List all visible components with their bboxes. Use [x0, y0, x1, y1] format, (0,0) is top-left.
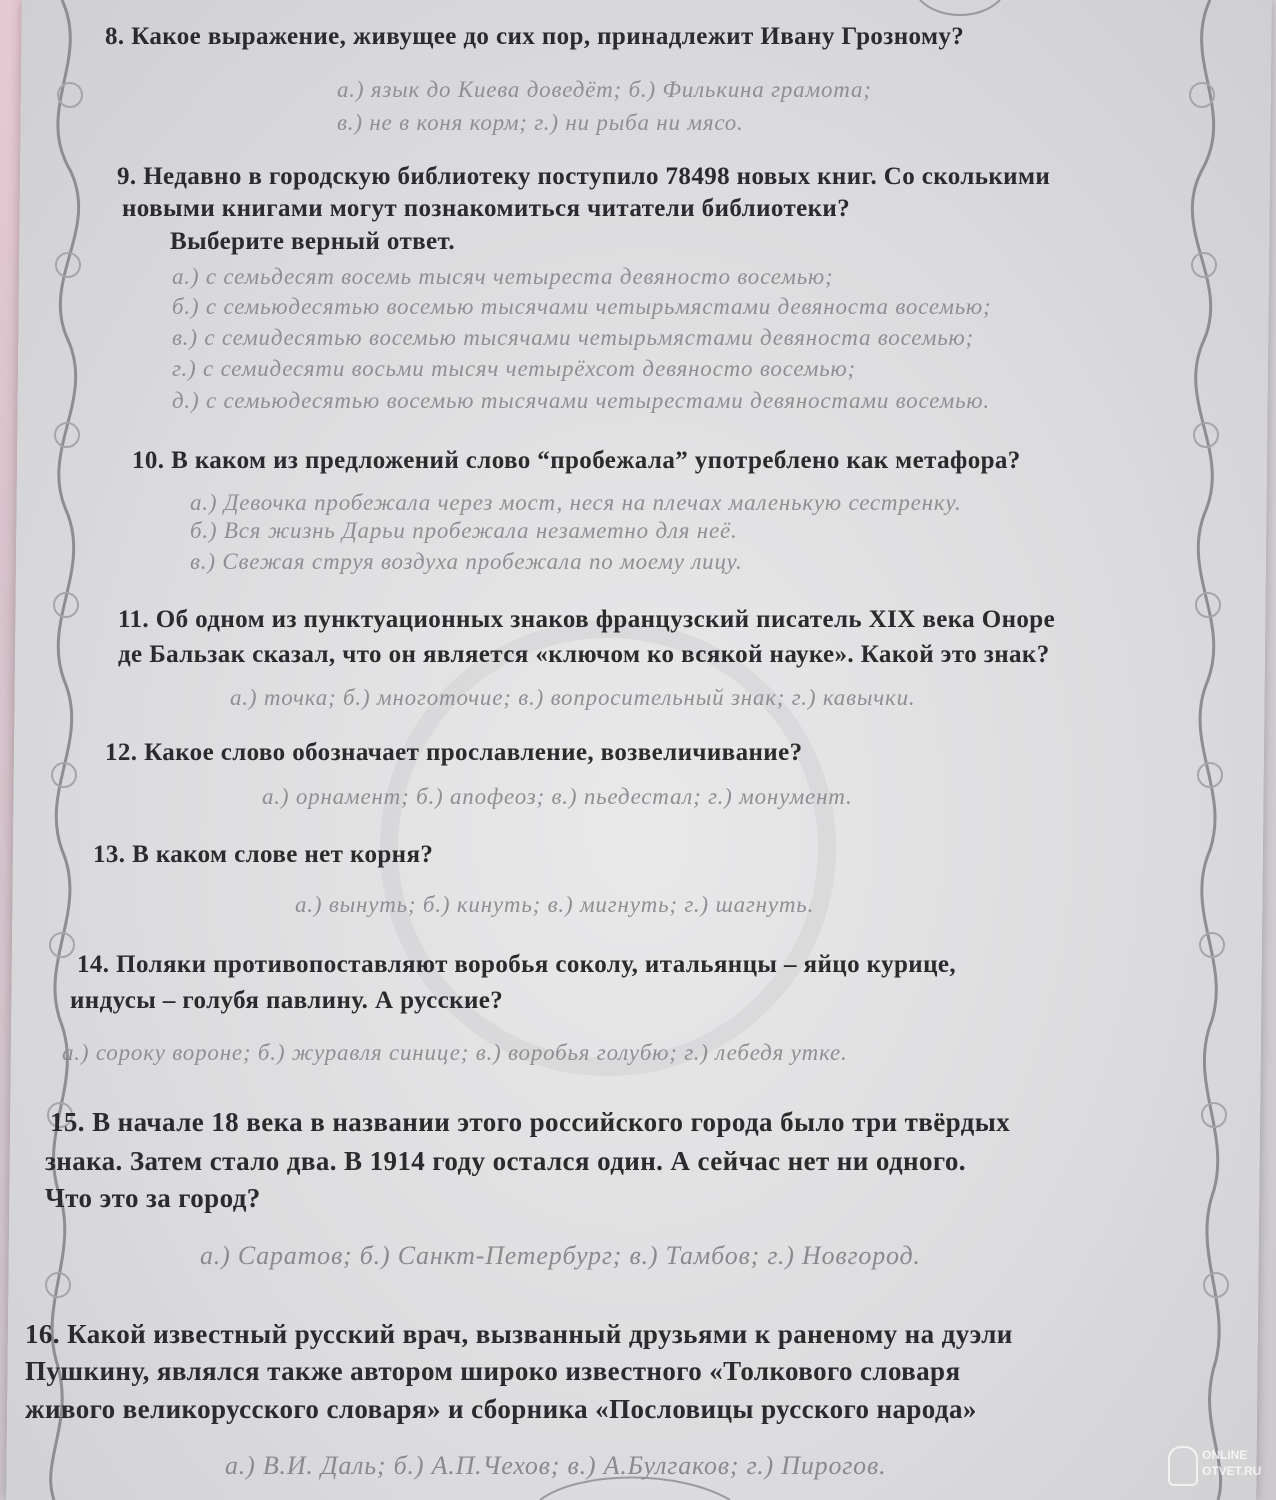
question-9-answer-a: а.) с семьдесят восемь тысяч четыреста девяносто восемью; [172, 264, 834, 289]
question-11-answers: а.) точка; б.) многоточие; в.) вопросительный знак; г.) кавычки. [230, 685, 916, 710]
question-9-text-line-1: 9. Недавно в городскую библиотеку поступило 78498 новых книг. Со сколькими [117, 163, 1051, 190]
question-16-text-line-1: 16. Какой известный русский врач, вызванный друзьями к раненому на дуэли [25, 1319, 1013, 1349]
question-10-answer-c: в.) Свежая струя воздуха пробежала по моему лицу. [190, 549, 743, 574]
question-14-text-line-2: индусы – голубя павлину. А русские? [70, 987, 504, 1014]
question-8-answers-line-2: в.) не в коня корм; г.) ни рыба ни мясо. [337, 110, 744, 135]
site-watermark-logo [1168, 1442, 1268, 1488]
logo-text-line-1: ONLINE [1202, 1448, 1248, 1462]
question-8-answers-line-1: а.) язык до Киева доведёт; б.) Филькина грамота; [337, 77, 872, 102]
question-9-instruction: Выберите верный ответ. [170, 228, 455, 255]
question-12-text: 12. Какое слово обозначает прославление, возвеличивание? [105, 739, 803, 766]
question-14-text-line-1: 14. Поляки противопоставляют воробья соколу, итальянцы – яйцо курице, [77, 951, 957, 978]
question-13-text: 13. В каком слове нет корня? [93, 841, 434, 868]
question-8-text: 8. Какое выражение, живущее до сих пор, принадлежит Ивану Грозному? [105, 23, 965, 50]
question-9-text-line-2: новыми книгами могут познакомиться читатели библиотеки? [122, 195, 851, 222]
question-11-text-line-2: де Бальзак сказал, что он является «ключом ко всякой науке». Какой это знак? [118, 641, 1050, 668]
question-10-text: 10. В каком из предложений слово “пробежала” употреблено как метафора? [132, 447, 1021, 474]
lightbulb-icon [1168, 1446, 1198, 1486]
question-13-answers: а.) вынуть; б.) кинуть; в.) мигнуть; г.) шагнуть. [295, 892, 815, 917]
logo-text-line-2: OTVET.RU [1202, 1464, 1262, 1478]
question-16-text-line-2: Пушкину, являлся также автором широко известного «Толкового словаря [25, 1356, 961, 1386]
question-15-text-line-2: знака. Затем стало два. В 1914 году остался один. А сейчас нет ни одного. [45, 1146, 966, 1176]
question-15-answers: а.) Саратов; б.) Санкт-Петербург; в.) Тамбов; г.) Новгород. [200, 1241, 921, 1270]
question-16-text-line-3: живого великорусского словаря» и сборника «Пословицы русского народа» [25, 1394, 977, 1424]
question-9-answer-d: г.) с семидесяти восьми тысяч четырёхсот девяносто восемью; [172, 356, 857, 381]
question-15-text-line-1: 15. В начале 18 века в названии этого российского города было три твёрдых [50, 1107, 1011, 1137]
question-9-answer-b: б.) с семьюдесятью восемью тысячами четырьмястами девяноста восемью; [172, 294, 992, 319]
question-16-answers: а.) В.И. Даль; б.) А.П.Чехов; в.) А.Булгаков; г.) Пирогов. [225, 1451, 887, 1480]
question-14-answers: а.) сороку вороне; б.) журавля синице; в.) воробья голубю; г.) лебедя утке. [62, 1040, 848, 1065]
question-9-answer-c: в.) с семидесятью восемью тысячами четырьмястами девяноста восемью; [172, 325, 974, 350]
question-15-text-line-3: Что это за город? [45, 1183, 261, 1213]
question-12-answers: а.) орнамент; б.) апофеоз; в.) пьедестал; г.) монумент. [262, 784, 853, 809]
question-11-text-line-1: 11. Об одном из пунктуационных знаков французский писатель XIX века Оноре [118, 606, 1056, 633]
question-10-answer-a: а.) Девочка пробежала через мост, неся на плечах маленькую сестренку. [190, 490, 962, 515]
question-9-answer-e: д.) с семьюдесятью восемью тысячами четырестами девяностами восемью. [172, 388, 990, 413]
question-10-answer-b: б.) Вся жизнь Дарьи пробежала незаметно для неё. [190, 518, 738, 543]
